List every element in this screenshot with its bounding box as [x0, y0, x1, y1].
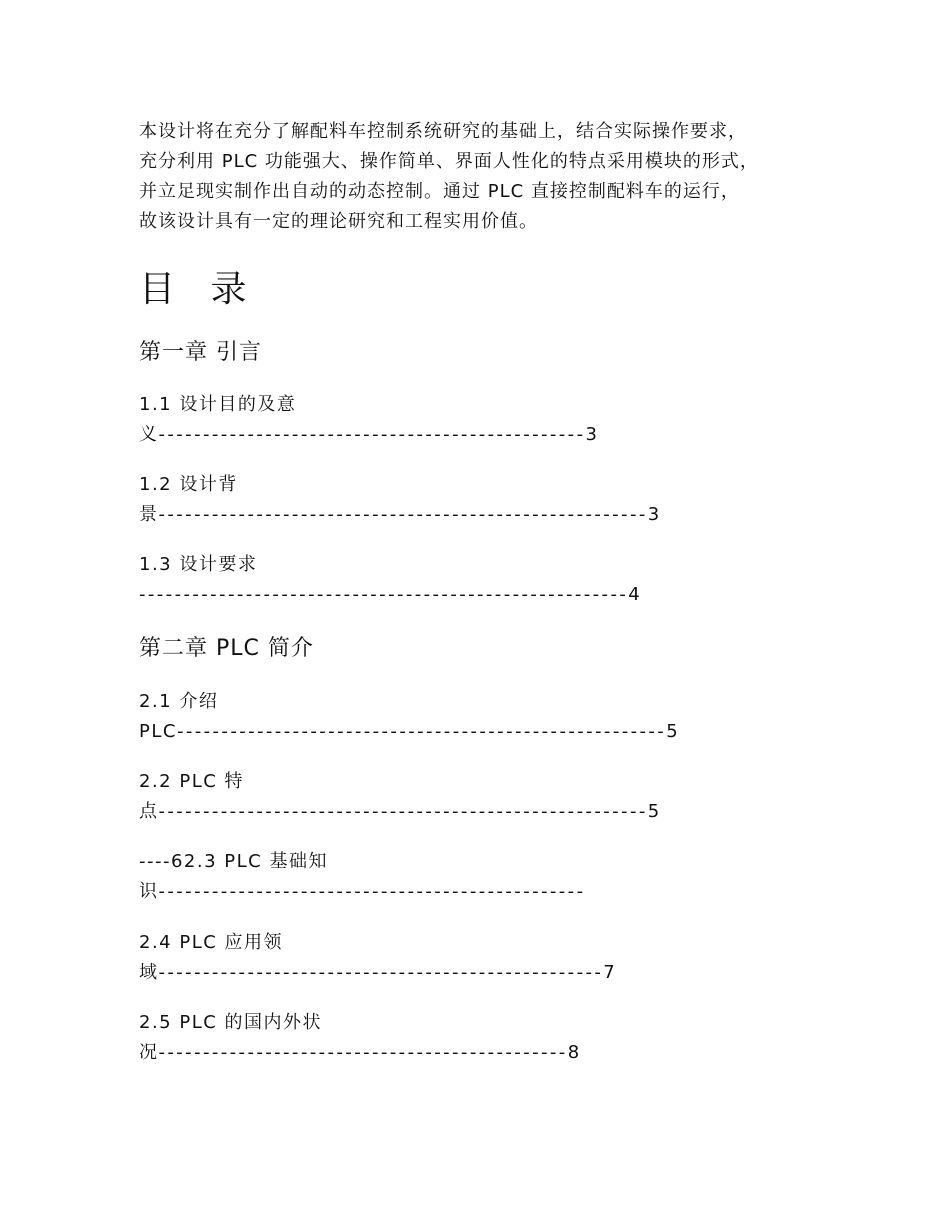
toc-entry-leader-line	[139, 500, 661, 530]
toc-entry[interactable]	[139, 390, 598, 450]
toc-entry-leader-line	[139, 717, 679, 747]
toc-entry-title: 2.1 介绍	[139, 691, 219, 712]
toc-entry[interactable]	[139, 687, 679, 747]
toc-entry-leader: ----------------------------------------------	[158, 1042, 568, 1063]
intro-line: 本设计将在充分了解配料车控制系统研究的基础上，结合实际操作要求，	[139, 121, 747, 142]
toc-entry-leader: ------------------------------------------------	[158, 881, 586, 902]
toc-entry-page-number: 3	[647, 504, 661, 525]
toc-entry-leader-line	[139, 797, 661, 827]
toc-entry-leader: -------------------------------------------------------	[139, 584, 629, 605]
intro-paragraph	[139, 117, 829, 237]
toc-entry-title-tail: 域	[139, 962, 159, 983]
toc-entry-title-tail: 况	[139, 1042, 159, 1063]
toc-entry-title-tail: 景	[139, 504, 159, 525]
toc-entry-page-number: 5	[647, 801, 661, 822]
toc-entry-leader: -------------------------------------------------------	[158, 504, 648, 525]
toc-chapter-heading: 第一章 引言	[139, 340, 262, 365]
toc-entry-page-number: 8	[567, 1042, 581, 1063]
toc-entry-page-number: 7	[603, 962, 617, 983]
intro-line: 并立足现实制作出自动的动态控制。通过 PLC 直接控制配料车的运行，	[139, 181, 740, 202]
toc-entry-title: 1.1 设计目的及意	[139, 394, 297, 415]
toc-entry-title: 1.2 设计背	[139, 474, 238, 495]
toc-entry-leader-line	[139, 1038, 581, 1068]
toc-entry-page-number: 4	[628, 584, 642, 605]
toc-entry[interactable]	[139, 847, 585, 907]
toc-entry-title-tail: 义	[139, 424, 159, 445]
toc-entry-leader: -------------------------------------------------------	[158, 801, 648, 822]
toc-chapter-heading: 第二章 PLC 简介	[139, 636, 314, 661]
toc-entry-title-tail: 识	[139, 881, 159, 902]
toc-entry-leader-line	[139, 958, 616, 988]
toc-entry-leader-line	[139, 580, 641, 610]
toc-entry[interactable]	[139, 928, 616, 988]
toc-entry-leader-line	[139, 877, 585, 907]
toc-entry-leader-line	[139, 420, 598, 450]
toc-entry-page-number: 3	[585, 424, 599, 445]
toc-entry-title: 1.3 设计要求	[139, 554, 258, 575]
toc-entry-page-number: 5	[666, 721, 680, 742]
toc-entry[interactable]	[139, 550, 641, 610]
toc-entry[interactable]	[139, 1008, 581, 1068]
toc-entry-title: 2.4 PLC 应用领	[139, 932, 284, 953]
toc-entry-title: 2.2 PLC 特	[139, 771, 245, 792]
toc-title: 目 录	[139, 269, 259, 310]
toc-entry-title: 2.5 PLC 的国内外状	[139, 1012, 323, 1033]
toc-entry-leader: -------------------------------------------------------	[176, 721, 667, 742]
toc-entry-title: ----62.3 PLC 基础知	[139, 851, 328, 872]
intro-line: 充分利用 PLC 功能强大、操作简单、界面人性化的特点采用模块的形式，	[139, 151, 759, 172]
toc-entry-title-tail: PLC	[139, 721, 177, 742]
toc-entry-title-tail: 点	[139, 801, 159, 822]
toc-entry-leader: --------------------------------------------------	[158, 962, 604, 983]
intro-line: 故该设计具有一定的理论研究和工程实用价值。	[139, 211, 538, 232]
toc-entry[interactable]	[139, 470, 661, 530]
toc-entry[interactable]	[139, 767, 661, 827]
toc-entry-leader: ------------------------------------------------	[158, 424, 586, 445]
